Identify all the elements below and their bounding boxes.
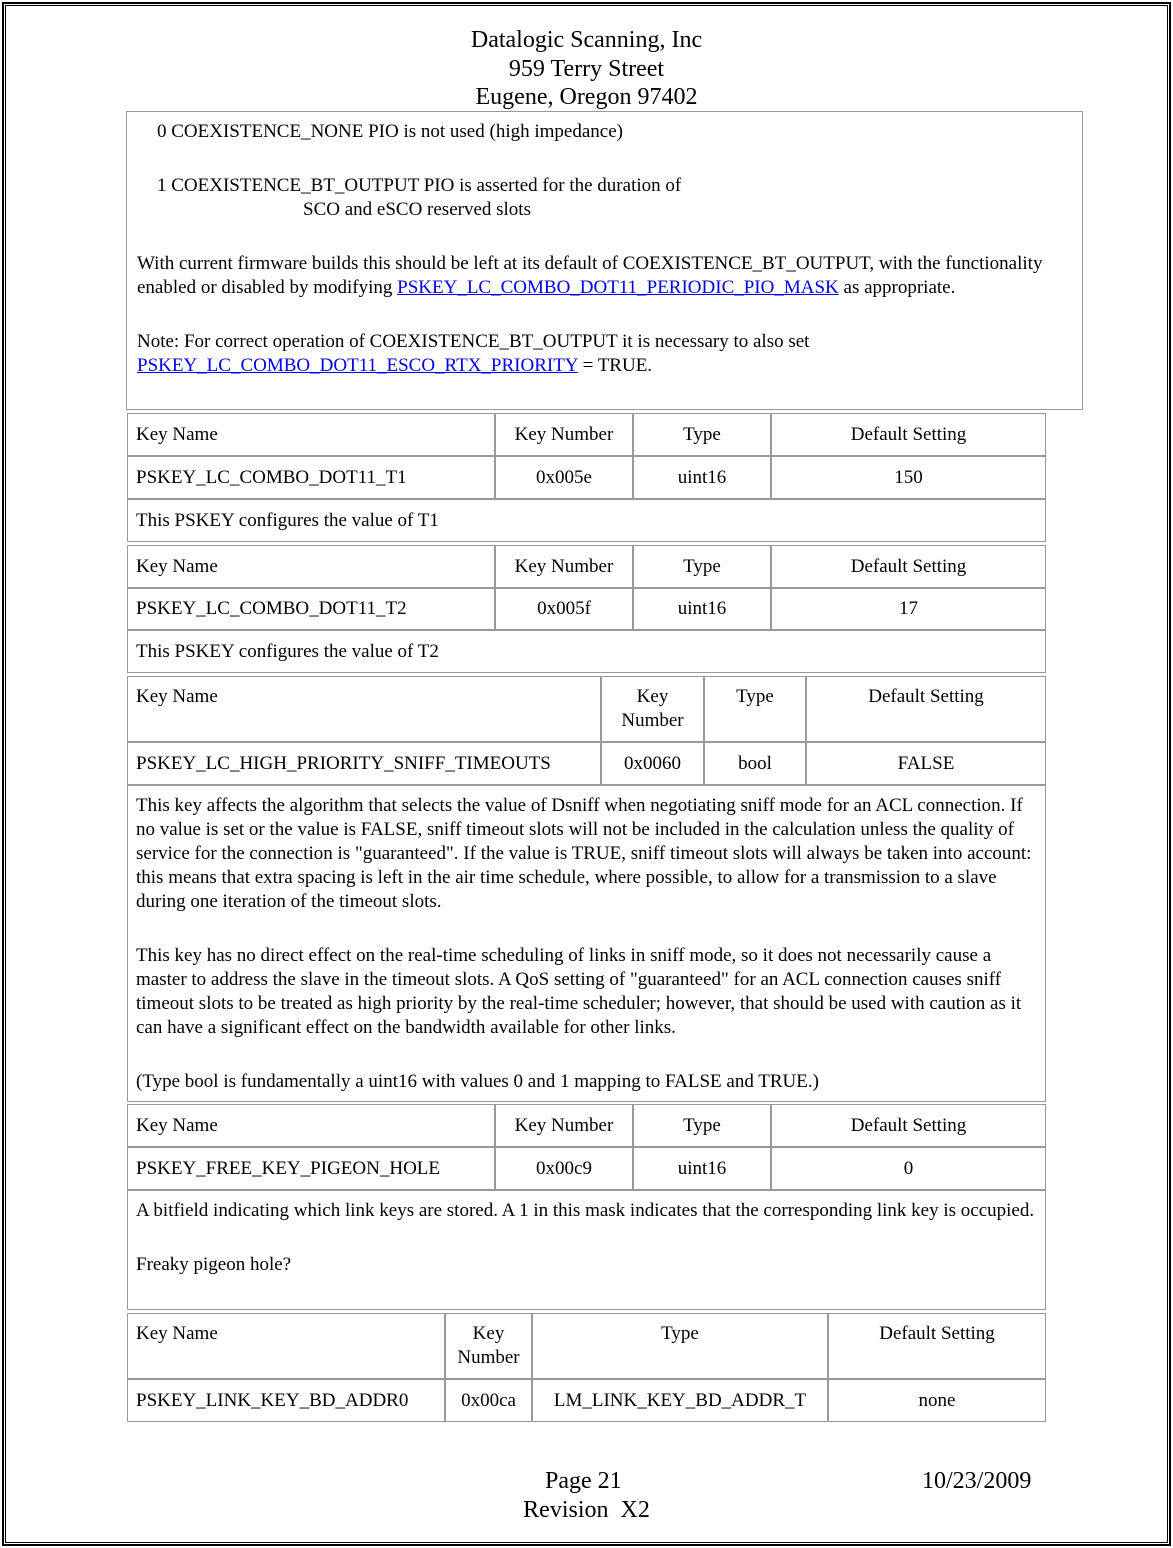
revision: Revision X2 bbox=[523, 1497, 650, 1523]
key-type-value: uint16 bbox=[633, 456, 771, 499]
header-default-setting: Default Setting bbox=[771, 545, 1046, 588]
header-key-name: Key Name bbox=[127, 1313, 445, 1379]
company-street: 959 Terry Street bbox=[508, 55, 665, 82]
key-name-value: PSKEY_LINK_KEY_BD_ADDR0 bbox=[127, 1379, 445, 1422]
key-description bbox=[127, 1190, 1046, 1310]
company-name: Datalogic Scanning, Inc bbox=[470, 27, 703, 53]
key-default-value: 0 bbox=[771, 1147, 1046, 1190]
coexistence-option-1-detail: SCO and eSCO reserved slots bbox=[303, 199, 531, 220]
header-default-setting: Default Setting bbox=[771, 413, 1046, 456]
periodic-pio-mask-link[interactable]: PSKEY_LC_COMBO_DOT11_PERIODIC_PIO_MASK bbox=[397, 277, 839, 298]
key-type-value: LM_LINK_KEY_BD_ADDR_T bbox=[532, 1379, 828, 1422]
key-number-value: 0x00ca bbox=[445, 1379, 532, 1422]
description-paragraph: This key affects the algorithm that selects the value of Dsniff when negotiating sniff mode for an ACL connection. If no value is set or the value is FALSE, sniff timeout slots will not be included in the calculation unless the quality of service for the connection is "guaranteed". If the value is TRUE, sniff timeout slots will always be taken into account: this means that extra spacing is left in the air time schedule, where possible, to allow for a transmission to a slave during one iteration of the timeout slots. bbox=[136, 795, 1032, 912]
coexistence-option-1: 1 COEXISTENCE_BT_OUTPUT PIO is asserted for the duration of bbox=[157, 175, 682, 196]
header-default-setting: Default Setting bbox=[771, 1104, 1046, 1147]
coexistence-paragraph-1: With current firmware builds this should be left at its default of COEXISTENCE_BT_OUTPUT, with the functionality enabled or disabled by modifying PSKEY_LC_COMBO_DOT11_PERIODIC_PIO_MASK as appropriate. bbox=[137, 253, 1043, 298]
description-paragraph: This key has no direct effect on the real-time scheduling of links in sniff mode, so it does not necessarily cause a master to address the slave in the timeout slots. A QoS setting of "guaranteed" for an ACL connection causes sniff timeout slots to be treated as high priority by the real-time scheduler; however, that should be used with caution as it can have a significant effect on the bandwidth available for other links. bbox=[136, 945, 1022, 1038]
header-type: Type bbox=[532, 1313, 828, 1379]
key-default-value: none bbox=[828, 1379, 1046, 1422]
key-type-value: bool bbox=[704, 742, 806, 785]
key-name-value: PSKEY_LC_COMBO_DOT11_T1 bbox=[127, 456, 495, 499]
header-key-number: Key Number bbox=[445, 1313, 532, 1379]
header-key-name: Key Name bbox=[127, 545, 495, 588]
header-type: Type bbox=[633, 413, 771, 456]
key-type-value: uint16 bbox=[633, 588, 771, 630]
header-type: Type bbox=[633, 1104, 771, 1147]
key-description: This PSKEY configures the value of T2 bbox=[127, 630, 1046, 673]
header-key-number: Key Number bbox=[495, 1104, 633, 1147]
key-description: This PSKEY configures the value of T1 bbox=[127, 499, 1046, 542]
document-header bbox=[0, 26, 1173, 112]
key-default-value: 150 bbox=[771, 456, 1046, 499]
header-key-name: Key Name bbox=[127, 413, 495, 456]
key-name-value: PSKEY_LC_COMBO_DOT11_T2 bbox=[127, 588, 495, 630]
coexistence-option-0: 0 COEXISTENCE_NONE PIO is not used (high impedance) bbox=[157, 121, 623, 142]
key-default-value: FALSE bbox=[806, 742, 1046, 785]
company-city: Eugene, Oregon 97402 bbox=[475, 84, 698, 110]
coexistence-paragraph-2: Note: For correct operation of COEXISTENCE_BT_OUTPUT it is necessary to also set PSKEY_LC_COMBO_DOT11_ESCO_RTX_PRIORITY = TRUE. bbox=[137, 331, 810, 376]
description-paragraph: A bitfield indicating which link keys are stored. A 1 in this mask indicates that the corresponding link key is occupied. bbox=[136, 1200, 1035, 1221]
header-default-setting: Default Setting bbox=[828, 1313, 1046, 1379]
header-default-setting: Default Setting bbox=[806, 676, 1046, 742]
key-type-value: uint16 bbox=[633, 1147, 771, 1190]
key-number-value: 0x005f bbox=[495, 588, 633, 630]
footer-date: 10/23/2009 bbox=[922, 1468, 1032, 1494]
header-type: Type bbox=[704, 676, 806, 742]
description-paragraph: Freaky pigeon hole? bbox=[136, 1254, 292, 1275]
key-default-value: 17 bbox=[771, 588, 1046, 630]
key-name-value: PSKEY_FREE_KEY_PIGEON_HOLE bbox=[127, 1147, 495, 1190]
header-type: Type bbox=[633, 545, 771, 588]
coexistence-box bbox=[126, 111, 1083, 410]
key-number-value: 0x005e bbox=[495, 456, 633, 499]
header-key-number: Key Number bbox=[601, 676, 704, 742]
page-number: Page 21 bbox=[545, 1468, 622, 1494]
key-number-value: 0x0060 bbox=[601, 742, 704, 785]
header-key-name: Key Name bbox=[127, 676, 601, 742]
key-description bbox=[127, 785, 1046, 1102]
header-key-number: Key Number bbox=[495, 413, 633, 456]
header-key-name: Key Name bbox=[127, 1104, 495, 1147]
esco-rtx-priority-link[interactable]: PSKEY_LC_COMBO_DOT11_ESCO_RTX_PRIORITY bbox=[137, 355, 578, 376]
key-number-value: 0x00c9 bbox=[495, 1147, 633, 1190]
key-name-value: PSKEY_LC_HIGH_PRIORITY_SNIFF_TIMEOUTS bbox=[127, 742, 601, 785]
header-key-number: Key Number bbox=[495, 545, 633, 588]
description-paragraph: (Type bool is fundamentally a uint16 with values 0 and 1 mapping to FALSE and TRUE.) bbox=[136, 1071, 819, 1092]
